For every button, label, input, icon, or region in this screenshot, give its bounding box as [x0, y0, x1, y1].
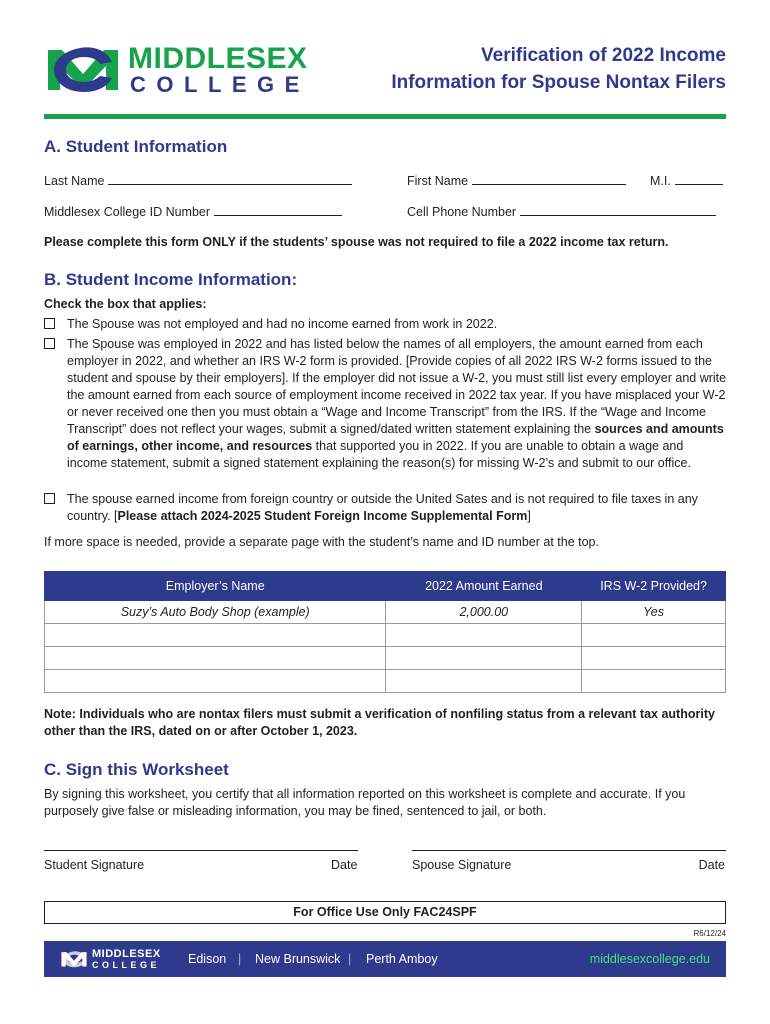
column-header-employer: Employer’s Name	[45, 572, 386, 601]
option-2-text	[67, 336, 727, 472]
cell-phone-field[interactable]	[520, 204, 716, 216]
option-3-text-bold: Please attach 2024-2025 Student Foreign Income Supplemental Form	[117, 509, 528, 523]
last-name-label: Last Name	[44, 174, 105, 188]
amount-cell[interactable]: 2,000.00	[386, 601, 582, 624]
student-signature-label: Student Signature	[44, 858, 145, 872]
form-title	[391, 42, 726, 96]
middle-initial-row	[650, 173, 723, 188]
w2-cell[interactable]	[582, 670, 726, 693]
section-b-heading: B. Student Income Information:	[44, 270, 298, 289]
table-row	[45, 601, 726, 624]
cell-phone-label: Cell Phone Number	[407, 205, 517, 219]
middle-initial-field[interactable]	[675, 173, 723, 185]
nonfiling-note: Note: Individuals who are nontax filers must submit a verification of nonfiling status from a relevant tax authority other than the IRS, dated on or after October 1, 2023.	[44, 707, 715, 738]
footer-monogram-icon	[60, 949, 88, 969]
option-2-text-bold: sources and amounts of earnings, other income, and resources	[67, 422, 724, 453]
section-a-heading: A. Student Information	[44, 137, 228, 156]
footer-separator: |	[238, 952, 242, 966]
employer-table	[44, 571, 726, 693]
middle-initial-label: M.I.	[650, 174, 671, 188]
option-2-text-part-2: that supported you in 2022. If you are unable to obtain a wage and income statement, submit a signed statement explaining the reason(s) for missing W-2’s and submit to our office.	[67, 439, 691, 470]
option-2-text-part-1: The Spouse was employed in 2022 and has listed below the names of all employers, the amount earned from each employer in 2022, and whether an IRS W-2 form is provided. [Provide copies of all 2022 IRS W-2 forms issued to the student and spouse by their employers]. If the employer did not issue a W-2, you must still list every employer and write the amount earned from each source of employment income received in 2022 tax year. If you have misplaced your W-2 or never received one then you must obtain a “Wage and Income Transcript” from the IRS. If the “Wage and Income Transcript” does not reflect your wages, submit a signed/dated written statement explaining the	[67, 337, 727, 436]
college-id-label: Middlesex College ID Number	[44, 205, 211, 219]
option-3-text-part-2: ]	[527, 509, 531, 523]
spouse-signature-label: Spouse Signature	[412, 858, 512, 872]
employer-cell[interactable]	[45, 647, 386, 670]
office-use-box: For Office Use Only FAC24SPF	[44, 901, 726, 924]
first-name-field[interactable]	[472, 173, 626, 185]
last-name-row	[44, 173, 352, 188]
table-row	[45, 670, 726, 693]
option-3-text	[67, 491, 727, 525]
campus-edison: Edison	[188, 952, 227, 966]
table-row	[45, 624, 726, 647]
employer-cell[interactable]	[45, 624, 386, 647]
table-row	[45, 647, 726, 670]
more-space-note: If more space is needed, provide a separate page with the student’s name and ID number at the top.	[44, 535, 599, 549]
certification-text: By signing this worksheet, you certify that all information reported on this worksheet is complete and accurate. If you purposely give false or misleading information, you may be fined, sentenced to jail, or both.	[44, 787, 686, 818]
spouse-date-label: Date	[698, 858, 725, 872]
employer-cell[interactable]	[45, 670, 386, 693]
footer-wordmark-college: COLLEGE	[92, 960, 161, 970]
student-signature-line[interactable]	[44, 850, 358, 851]
cell-phone-row	[407, 204, 716, 219]
w2-cell[interactable]	[582, 647, 726, 670]
amount-cell[interactable]	[386, 647, 582, 670]
spouse-signature-line[interactable]	[412, 850, 726, 851]
logo-wordmark-college: COLLEGE	[130, 72, 310, 97]
revision-code: R6/12/24	[693, 929, 726, 938]
option-3-text-part-1: The spouse earned income from foreign country or outside the United Sates and is not required to file taxes in any country. [	[67, 492, 698, 523]
header-divider	[44, 114, 726, 119]
option-3-checkbox[interactable]	[44, 493, 55, 504]
column-header-w2: IRS W-2 Provided?	[582, 572, 726, 601]
student-date-label: Date	[331, 858, 358, 872]
column-header-amount: 2022 Amount Earned	[386, 572, 582, 601]
first-name-row	[407, 173, 626, 188]
footer-separator: |	[348, 952, 352, 966]
option-2-checkbox[interactable]	[44, 338, 55, 349]
footer-wordmark-middlesex: MIDDLESEX	[92, 948, 161, 960]
option-1-checkbox[interactable]	[44, 318, 55, 329]
page-footer	[44, 941, 726, 977]
option-1-text: The Spouse was not employed and had no income earned from work in 2022.	[67, 317, 498, 331]
w2-cell[interactable]: Yes	[582, 601, 726, 624]
college-website-link[interactable]: middlesexcollege.edu	[589, 952, 710, 966]
employer-cell[interactable]: Suzy’s Auto Body Shop (example)	[45, 601, 386, 624]
page-header	[44, 40, 726, 110]
college-logo	[44, 40, 334, 100]
section-c-heading: C. Sign this Worksheet	[44, 760, 229, 779]
check-box-instruction: Check the box that applies:	[44, 297, 207, 311]
form-title-line-1: Verification of 2022 Income	[481, 45, 726, 66]
college-id-row	[44, 204, 342, 219]
table-header-row	[45, 572, 726, 601]
section-a-note: Please complete this form ONLY if the students’ spouse was not required to file a 2022 income tax return.	[44, 235, 669, 249]
campus-new-brunswick: New Brunswick	[255, 952, 341, 966]
form-title-line-2: Information for Spouse Nontax Filers	[391, 72, 726, 93]
college-id-field[interactable]	[214, 204, 342, 216]
first-name-label: First Name	[407, 174, 469, 188]
w2-cell[interactable]	[582, 624, 726, 647]
amount-cell[interactable]	[386, 670, 582, 693]
campus-perth-amboy: Perth Amboy	[366, 952, 438, 966]
logo-wordmark-middlesex: MIDDLESEX	[128, 42, 308, 75]
amount-cell[interactable]	[386, 624, 582, 647]
college-monogram-icon	[44, 42, 122, 96]
last-name-field[interactable]	[108, 173, 352, 185]
